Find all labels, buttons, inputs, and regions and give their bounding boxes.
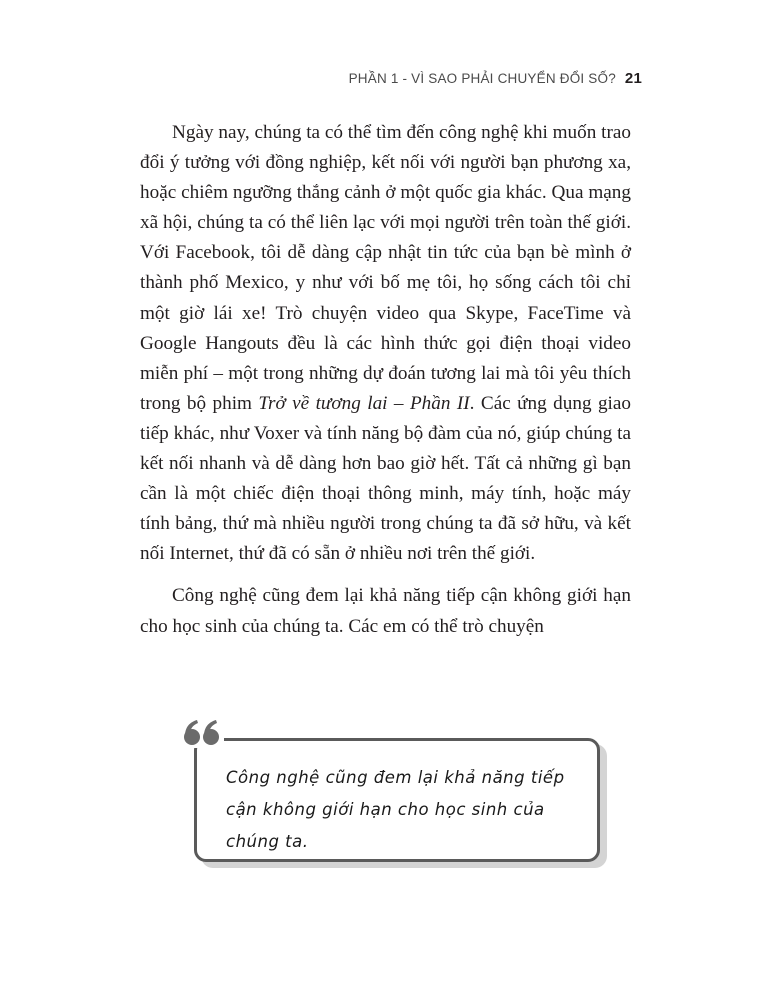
film-title: Trở về tương lai – Phần II (258, 392, 470, 414)
running-header (349, 70, 642, 87)
quote-marks-icon (180, 718, 224, 748)
paragraph-1-part-a: Ngày nay, chúng ta có thể tìm đến công nghệ khi muốn trao đổi ý tưởng với đồng nghiệp, kết nối với người bạn phương xa, hoặc chiêm ngưỡng thắng cảnh ở một quốc gia khác. Qua mạng xã hội, chúng ta có thể liên lạc với mọi người trên toàn thế giới. Với Facebook, tôi dễ dàng cập nhật tin tức của bạn bè mình ở thành phố Mexico, y như với bố mẹ tôi, họ sống cách tôi chỉ một giờ lái xe! Trò chuyện video qua Skype, FaceTime và Google Hangouts đều là các hình thức gọi điện thoại video miễn phí – một trong những dự đoán tương lai mà tôi yêu thích trong bộ phim (140, 122, 631, 414)
paragraph-1 (140, 118, 631, 569)
paragraph-2: Công nghệ cũng đem lại khả năng tiếp cận không giới hạn cho học sinh của chúng ta. Các em có thể trò chuyện (140, 585, 631, 637)
running-title: PHẦN 1 - VÌ SAO PHẢI CHUYỂN ĐỔI SỐ? (348, 71, 616, 86)
paragraph-1-part-b: . Các ứng dụng giao tiếp khác, như Voxer và tính năng bộ đàm của nó, giúp chúng ta kết nối nhanh và dễ dàng hơn bao giờ hết. Tất cả những gì bạn cần là một chiếc điện thoại thông minh, máy tính, hoặc máy tính bảng, thứ mà nhiều người trong chúng ta đã sở hữu, và kết nối Internet, thứ đã có sẵn ở nhiều nơi trên thế giới. (140, 392, 631, 565)
pull-quote (182, 724, 610, 872)
page-number: 21 (624, 70, 642, 87)
body-text (140, 118, 631, 654)
pull-quote-text: Công nghệ cũng đem lại khả năng tiếp cận không giới hạn cho học sinh của chúng ta. (226, 768, 565, 851)
